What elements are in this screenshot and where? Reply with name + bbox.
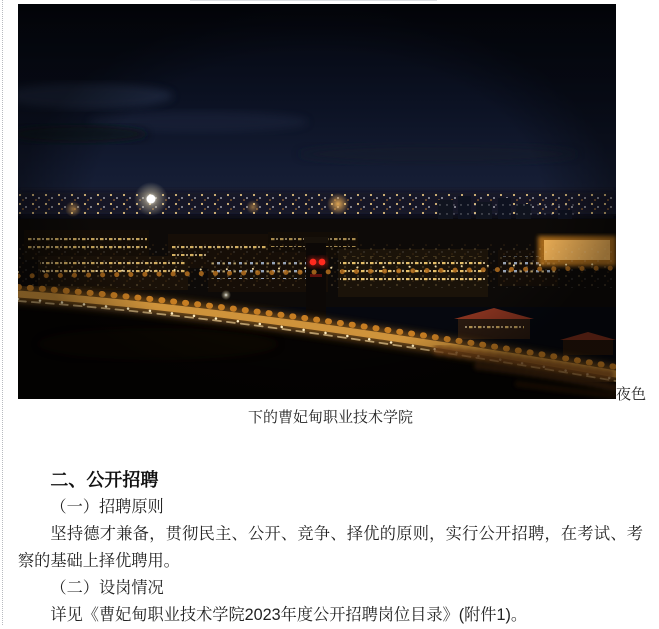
photo-caption-wrapped: 下的曹妃甸职业技术学院 (247, 409, 413, 426)
section-heading: 二、公开招聘 (50, 470, 159, 490)
paragraph-recruitment-principle-body: 坚持德才兼备，贯彻民主、公开、竞争、择优的原则，实行公开招聘，在考试、考察的基础上择优聘用。 (18, 525, 643, 570)
campus-night-photo (18, 4, 616, 399)
photo-paragraph (18, 4, 647, 404)
paragraph-post-catalog-reference: 详见《曹妃甸职业技术学院2023年度公开招聘岗位目录》(附件1)。 (50, 606, 528, 624)
paragraph-recruitment-principle-title: （一）招聘原则 (50, 498, 164, 516)
photo-caption-inline: 夜色 (616, 386, 647, 403)
article-body (18, 467, 643, 629)
photo-vignette (18, 4, 616, 399)
paragraph-post-setting-title: （二）设岗情况 (50, 579, 164, 597)
